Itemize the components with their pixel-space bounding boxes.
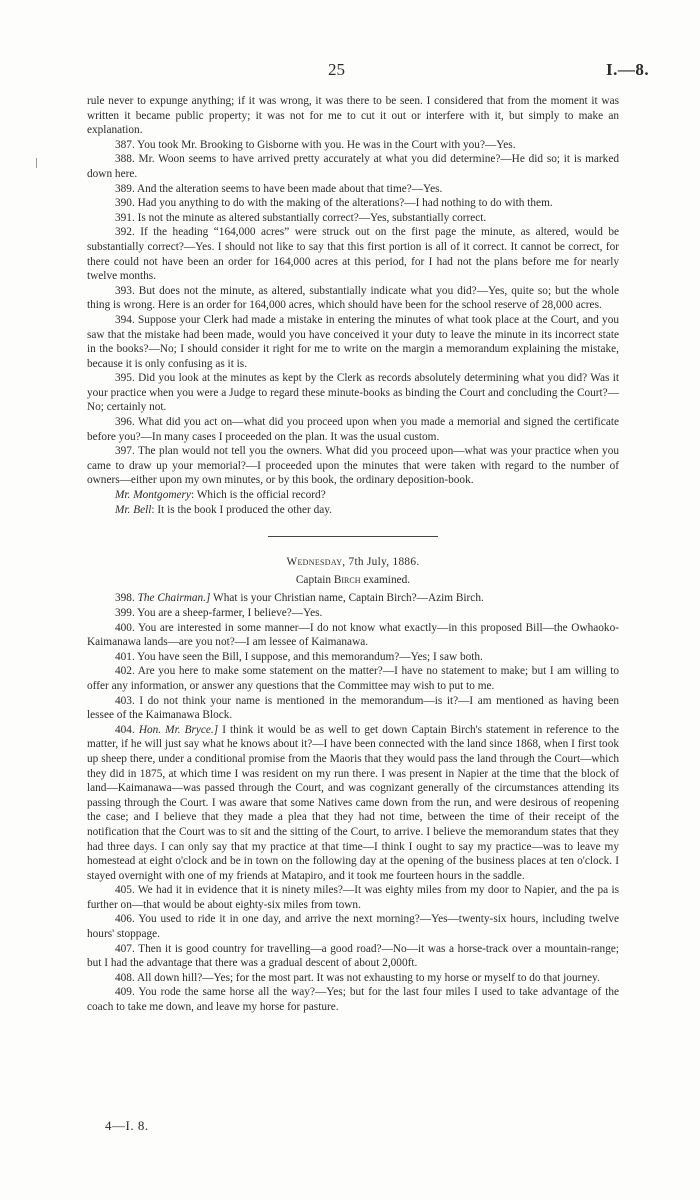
question-398-text: What is your Christian name, Captain Birch?—Azim Birch. [213,592,484,605]
question-404-speaker: Hon. Mr. Bryce.] [138,723,219,736]
margin-mark [36,158,37,168]
witness-surname: Birch [333,573,361,586]
witness-examined: examined. [363,573,411,586]
question-401: 401. You have seen the Bill, I suppose, and this memorandum?—Yes; I saw both. [115,650,483,663]
speaker-bell-line [87,503,619,518]
question-404 [87,723,619,884]
question-395: 395. Did you look at the minutes as kept by the Clerk as records absolutely determining what you did? Was it your practice when you were a Judge to regard these minute-books as binding the Court and concluding the Court?—No; certainly not. [87,372,619,414]
question-407: 407. Then it is good country for travelling—a good road?—No—it was a horse-track over a mountain-range; but I had the advantage that there was a gradual descent of about 2,000ft. [87,942,619,970]
question-392: 392. If the heading “164,000 acres” were struck out on the first page the minute, as altered, would be substantially correct?—Yes. I should not like to say that this first portion is all of it correct. It cannot be correct, for there could not have been an order for 164,000 acres at this period, for I had not the plans before me for nearly twelve months. [87,226,619,283]
speaker-montgomery: Mr. Montgomery [115,489,191,502]
question-393: 393. But does not the minute, as altered, substantially indicate what you did?—Yes, quite so; but the whole thing is wrong. Here is an order for 164,000 acres, which should have been for the school reserve of 28,000 acres. [87,284,619,312]
question-397: 397. The plan would not tell you the owners. What did you proceed upon—what was your practice when you came to draw up your memorial?—I proceeded upon the minutes that were taken with regard to the number of owners—either upon my own minutes, or by this book, the ordinary deposition-book. [87,445,619,487]
question-399: 399. You are a sheep-farmer, I believe?—Yes. [115,607,323,619]
signature-mark: 4—I. 8. [105,1118,149,1133]
question-398 [87,591,619,606]
speaker-montgomery-text: : Which is the official record? [190,489,326,502]
question-394: 394. Suppose your Clerk had made a mistake in entering the minutes of what took place at the Court, and you saw that the mistake had been made, would you have conceived it your duty to leave the minute in its incorrect state in the books?—No; I should consider it right for me to write on the margin a memorandum explaining the mistake, because it is only confusing as it is. [87,313,619,370]
speaker-bell: Mr. Bell [115,503,152,516]
speaker-montgomery-line [87,488,619,503]
question-400: 400. You are interested in some manner—I do not know what exactly—in this proposed Bill—the Owhaoko-Kaimanawa lands—are you not?—I am lessee of Kaimanawa. [87,621,619,649]
question-405: 405. We had it in evidence that it is ninety miles?—It was eighty miles from my door to Napier, and the pa is further on—that would be about eighty-six miles from town. [87,884,619,911]
question-398-number: 398. [115,592,135,605]
paragraph-continued: rule never to expunge anything; if it was wrong, it was there to be seen. I considered that from the moment it was written it became public property; it was not for me to cut it out or interfere with it, but simply to make an explanation. [87,95,619,137]
session-date [87,555,619,570]
page-number: 25 [328,60,345,79]
question-403: 403. I do not think your name is mentioned in the memorandum—is it?—I am mentioned as having been lessee of the Kaimanawa Block. [87,694,619,722]
question-409: 409. You rode the same horse all the way?—Yes; but for the last four miles I used to take advantage of the coach to take me down, and leave my horse for pasture. [87,986,619,1014]
question-387: 387. You took Mr. Brooking to Gisborne with you. He was in the Court with you?—Yes. [115,138,516,151]
question-406: 406. You used to ride it in one day, and arrive the next morning?—Yes—twenty-six hours, including twelve hours' stoppage. [87,913,619,941]
question-389: 389. And the alteration seems to have been made about that time?—Yes. [115,182,443,195]
speaker-bell-text: : It is the book I produced the other day. [151,503,333,516]
witness-title: Captain [295,573,332,586]
session-day: Wednesday [286,556,343,569]
question-404-number: 404. [115,723,135,736]
question-402: 402. Are you here to make some statement on the matter?—I have no statement to make; but I am willing to offer any information, or answer any questions that the Committee may wish to put to me. [87,665,619,692]
question-408: 408. All down hill?—Yes; for the most part. It was not exhausting to my horse or myself to do that journey. [115,971,600,984]
witness-heading [87,573,619,588]
question-391: 391. Is not the minute as altered substantially correct?—Yes, substantially correct. [115,211,487,224]
question-390: 390. Had you anything to do with the making of the alterations?—I had nothing to do with them. [115,197,553,210]
session-date-rest: , 7th July, 1886. [342,556,420,569]
question-396: 396. What did you act on—what did you proceed upon when you made a memorial and signed the certificate before you?—In many cases I proceeded on the plan. It was the usual custom. [87,416,619,443]
question-404-text: I think it would be as well to get down Captain Birch's statement in reference to the matter, if he will just say what he knows about it?—I have been connected with the land since 1868, when I first took up sheep there, under a conditional promise from the Maoris that they would pass the land through the Court—which they did in 1875, at which time I was resident on my run there. I was present in Napier at the time that the block of land—Kaimanawa—was passed through the Court, and was cognizant generally of the circumstances attending its passing through the Court. I was aware that some Natives came down from the run, and were desirous of reopening the case; and I believe that they made a plea that they had not time, between the time of their receipt of the notification that the Court was to sit and the sitting of the Court, to arrive. I believe the memorandum states that they had three days. I can only say that my practice at that time—I think I ought to say my practice—was to leave my homestead at eight o'clock and be in town on the following day at the opening of the business places at ten o'clock. I stayed overnight with one of my friends at Matapiro, and it took me fourteen hours in the saddle. [87,723,619,882]
document-body [87,94,619,1015]
question-398-speaker: The Chairman.] [137,592,211,605]
question-388: 388. Mr. Woon seems to have arrived pretty accurately at what you did determine?—He did so; it is marked down here. [87,153,619,180]
document-reference: I.—8. [606,60,650,79]
section-divider [268,536,438,537]
